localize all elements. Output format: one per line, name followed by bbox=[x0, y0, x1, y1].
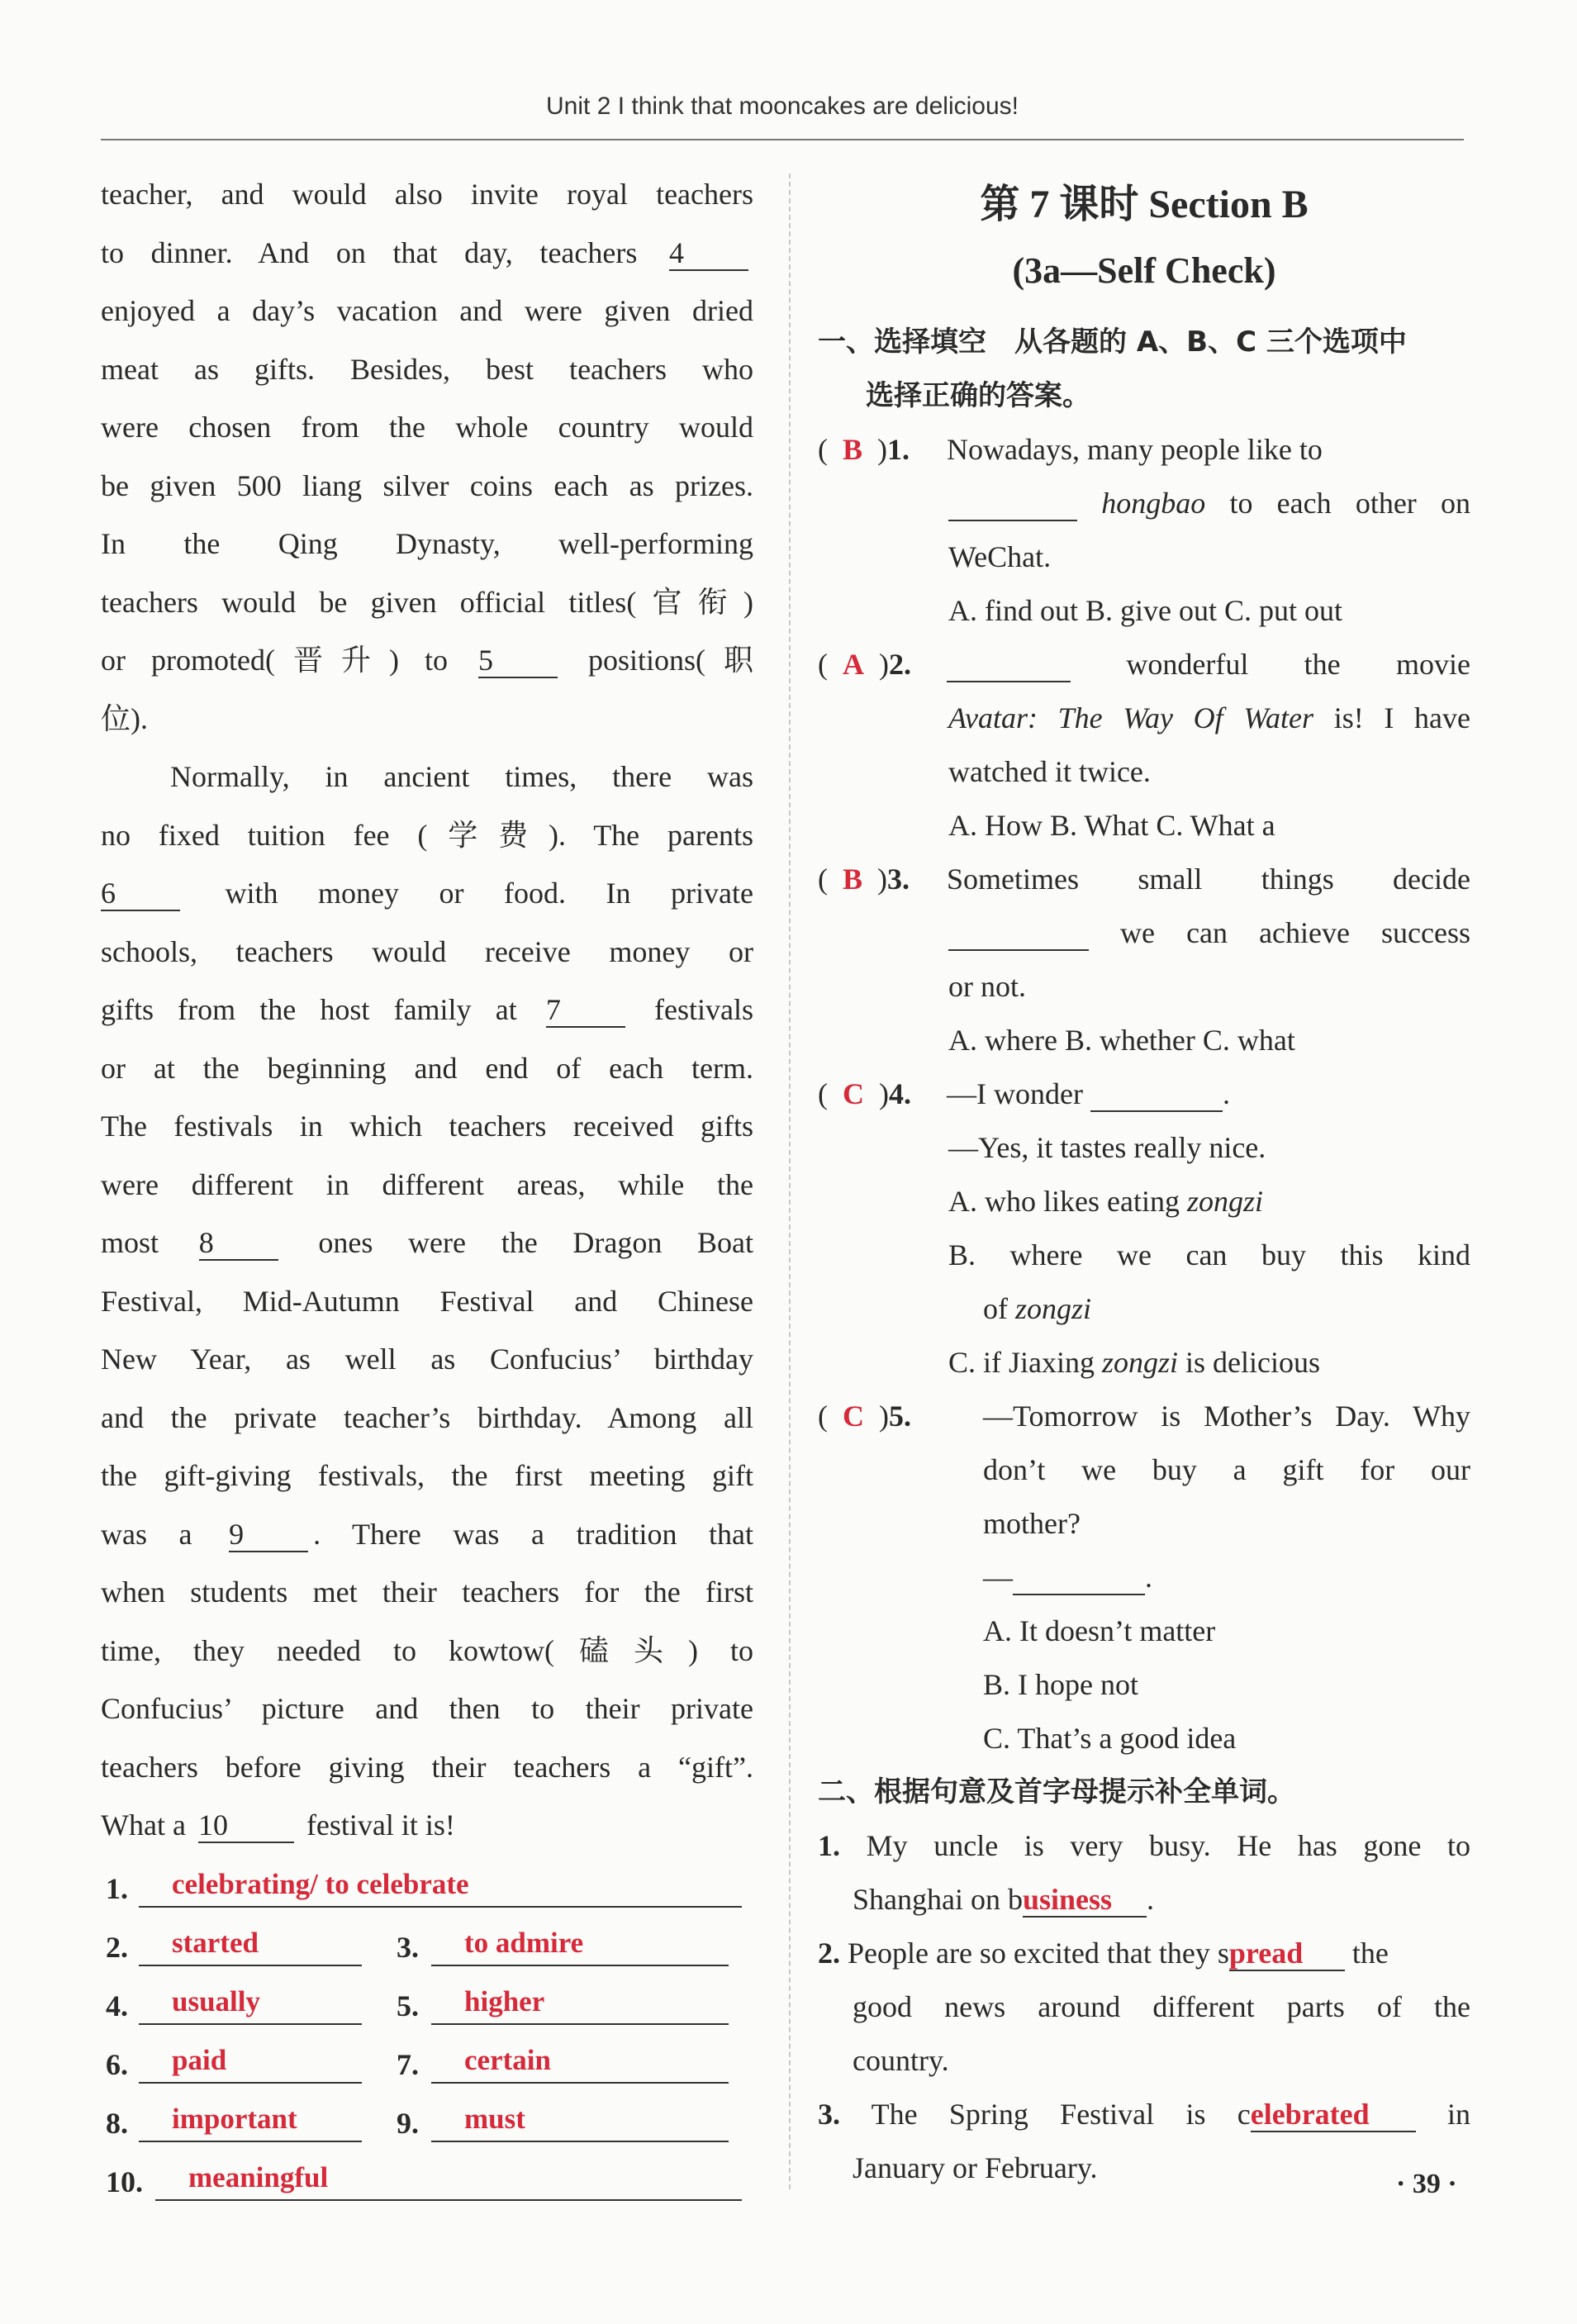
question-option: A. It doesn’t matter bbox=[983, 1614, 1216, 1647]
question-line: ( B )1. Nowadays, many people like to bbox=[818, 423, 1470, 477]
question-line: don’t we buy a gift for our bbox=[983, 1453, 1470, 1486]
passage-line: New Year, as well as Confucius’ birthday bbox=[101, 1343, 753, 1376]
fill-item-3 bbox=[818, 2088, 1470, 2195]
passage-line: Festival, Mid-Autumn Festival and Chinese bbox=[101, 1284, 753, 1318]
passage-line: the gift-giving festivals, the first meeting gift bbox=[101, 1459, 753, 1492]
answer-row bbox=[101, 2036, 753, 2094]
passage-line: no fixed tuition fee (学费). The parents bbox=[101, 818, 753, 852]
passage-line: were different in different areas, while the bbox=[101, 1167, 753, 1201]
answer-value: higher bbox=[464, 1984, 545, 2017]
answer-number: 3. bbox=[397, 1930, 419, 1964]
answer-row bbox=[101, 2094, 753, 2153]
question-4 bbox=[818, 1067, 1470, 1390]
blank-4: 4 bbox=[669, 236, 748, 271]
answer-value: to admire bbox=[464, 1926, 584, 1959]
answer-value: celebrating/ to celebrate bbox=[172, 1867, 469, 1900]
fill-line: 1. My uncle is very busy. He has gone to bbox=[818, 1829, 1470, 1862]
answer-bracket: ( A )2. bbox=[818, 648, 911, 681]
answer-row bbox=[101, 2153, 753, 2212]
answer-bracket: ( C )5. bbox=[818, 1400, 911, 1433]
passage-line: and the private teacher’s birthday. Among all bbox=[101, 1400, 753, 1434]
fill-line: 3. The Spring Festival is celebrated in bbox=[818, 2098, 1471, 2131]
passage-line: 6 with money or food. In private bbox=[101, 877, 753, 910]
passage-line: most 8 ones were the Dragon Boat bbox=[101, 1226, 753, 1259]
question-line: ( B )3. Sometimes small things decide bbox=[818, 853, 1470, 906]
answer-number: 1. bbox=[106, 1871, 128, 1905]
question-line: watched it twice. bbox=[948, 755, 1151, 788]
passage-line: Normally, in ancient times, there was bbox=[170, 760, 753, 793]
question-line: ( C )5. —Tomorrow is Mother’s Day. Why bbox=[818, 1390, 1470, 1443]
passage-line: or at the beginning and end of each term. bbox=[101, 1051, 753, 1085]
question-options: A. where B. whether C. what bbox=[948, 1024, 1295, 1057]
passage-line: time, they needed to kowtow(磕头) to bbox=[101, 1633, 753, 1667]
passage-line: or promoted(晋升) to 5 positions(职 bbox=[101, 644, 754, 677]
answer-number: 5. bbox=[397, 1989, 419, 2022]
answer-row bbox=[101, 1918, 753, 1977]
lesson-subtitle: (3a—Self Check) bbox=[1012, 250, 1276, 291]
question-line: ( A )2. wonderful the movie bbox=[818, 638, 1470, 691]
question-2 bbox=[818, 638, 1470, 853]
passage-line: when students met their teachers for the first bbox=[101, 1575, 753, 1609]
answer-number: 10. bbox=[106, 2165, 143, 2198]
right-column bbox=[818, 165, 1470, 2195]
answer-value: certain bbox=[464, 2043, 551, 2076]
question-line: ( C )4. —I wonder . bbox=[818, 1067, 1470, 1121]
running-header: Unit 2 I think that mooncakes are delicious! bbox=[546, 93, 1019, 120]
question-option: C. if Jiaxing zongzi is delicious bbox=[948, 1346, 1321, 1379]
passage-line: The festivals in which teachers received gifts bbox=[101, 1110, 753, 1143]
lesson-title: 第 7 课时 Section B bbox=[980, 183, 1309, 226]
answer-value: paid bbox=[172, 2043, 227, 2076]
fill-item-1 bbox=[818, 1819, 1470, 1927]
question-line: —Yes, it tastes really nice. bbox=[948, 1131, 1266, 1164]
question-option: A. who likes eating zongzi bbox=[948, 1185, 1263, 1218]
answer-row bbox=[101, 1977, 753, 2036]
passage-line: enjoyed a day’s vacation and were given dried bbox=[101, 294, 753, 327]
passage-line: gifts from the host family at 7 festivals bbox=[101, 993, 753, 1026]
answer-number: 4. bbox=[106, 1989, 128, 2022]
blank-6: 6 bbox=[101, 877, 180, 911]
question-line: WeChat. bbox=[948, 540, 1052, 573]
passage-line: 位). bbox=[101, 701, 148, 735]
question-options: A. How B. What C. What a bbox=[948, 809, 1275, 842]
answer-number: 6. bbox=[106, 2047, 128, 2081]
fill-item-2 bbox=[818, 1927, 1470, 2088]
answer-number: 8. bbox=[106, 2106, 128, 2140]
passage-line: In the Qing Dynasty, well-performing bbox=[101, 527, 753, 560]
answer-bracket: ( B )1. bbox=[818, 433, 910, 466]
passage-line: schools, teachers would receive money or bbox=[101, 934, 753, 968]
passage-line: meat as gifts. Besides, best teachers who bbox=[101, 352, 753, 386]
fill-line: country. bbox=[853, 2044, 949, 2077]
question-line: hongbao to each other on bbox=[818, 477, 1470, 530]
answer-value: started bbox=[172, 1926, 259, 1959]
page-number: · 39 · bbox=[1396, 2169, 1457, 2199]
fill-answer: usiness bbox=[1023, 1883, 1147, 1918]
question-3 bbox=[818, 853, 1470, 1067]
passage-line: teacher, and would also invite royal teachers bbox=[101, 178, 753, 211]
answer-row bbox=[101, 1860, 753, 1918]
passage-line: teachers before giving their teachers a “gift”. bbox=[101, 1750, 753, 1784]
fill-line: Shanghai on business . bbox=[853, 1883, 1154, 1916]
question-1 bbox=[818, 423, 1470, 638]
question-option: B. I hope not bbox=[983, 1668, 1138, 1701]
question-line: Avatar: The Way Of Water is! I have bbox=[948, 701, 1470, 734]
answer-bracket: ( C )4. bbox=[818, 1077, 911, 1110]
question-line: — . bbox=[983, 1561, 1152, 1594]
answer-value: meaningful bbox=[188, 2160, 329, 2193]
question-option: B. where we can buy this kind bbox=[948, 1238, 1470, 1271]
answer-bracket: ( B )3. bbox=[818, 863, 910, 896]
blank-9: 9 bbox=[229, 1518, 308, 1552]
fill-line: good news around different parts of the bbox=[853, 1990, 1470, 2023]
answer-value: usually bbox=[172, 1984, 260, 2017]
section-2-heading: 二、根据句意及首字母提示补全单词。 bbox=[818, 1775, 1295, 1808]
passage-line: be given 500 liang silver coins each as prizes. bbox=[101, 468, 753, 502]
fill-line: 2. People are so excited that they spread the bbox=[818, 1937, 1389, 1970]
question-option: of zongzi bbox=[983, 1292, 1092, 1325]
blank-8: 8 bbox=[199, 1226, 278, 1261]
column-divider bbox=[789, 173, 791, 2189]
passage-line: was a 9 . There was a tradition that bbox=[101, 1517, 753, 1551]
question-line: or not. bbox=[948, 970, 1026, 1003]
answer-number: 2. bbox=[106, 1930, 128, 1964]
passage-line: were chosen from the whole country would bbox=[101, 411, 753, 444]
fill-answer: elebrated bbox=[1251, 2098, 1416, 2132]
fill-line: January or February. bbox=[853, 2151, 1098, 2184]
blank-5: 5 bbox=[478, 644, 558, 678]
left-column bbox=[101, 165, 753, 2212]
answer-number: 7. bbox=[397, 2047, 419, 2081]
blank-10: 10 bbox=[198, 1808, 294, 1843]
answer-key bbox=[101, 1860, 753, 2212]
question-line: mother? bbox=[983, 1507, 1081, 1540]
question-option: C. That’s a good idea bbox=[983, 1722, 1237, 1755]
fill-answer: pread bbox=[1229, 1937, 1345, 1971]
question-5 bbox=[818, 1390, 1470, 1766]
passage-line: to dinner. And on that day, teachers 4 bbox=[101, 224, 753, 283]
header-rule bbox=[101, 139, 1464, 140]
answer-value: important bbox=[172, 2102, 297, 2135]
answer-value: must bbox=[464, 2102, 525, 2135]
question-options: A. find out B. give out C. put out bbox=[948, 594, 1342, 627]
section-1-heading: 一、选择填空 从各题的 A、B、C 三个选项中 选择正确的答案。 bbox=[818, 326, 1407, 412]
passage-line: teachers would be given official titles(官衔) bbox=[101, 585, 753, 619]
answer-number: 9. bbox=[397, 2106, 419, 2140]
passage-line: Confucius’ picture and then to their private bbox=[101, 1692, 753, 1725]
question-line: we can achieve success bbox=[818, 906, 1470, 960]
blank-7: 7 bbox=[546, 993, 625, 1028]
passage-line: What a 10 festival it is! bbox=[101, 1808, 455, 1842]
